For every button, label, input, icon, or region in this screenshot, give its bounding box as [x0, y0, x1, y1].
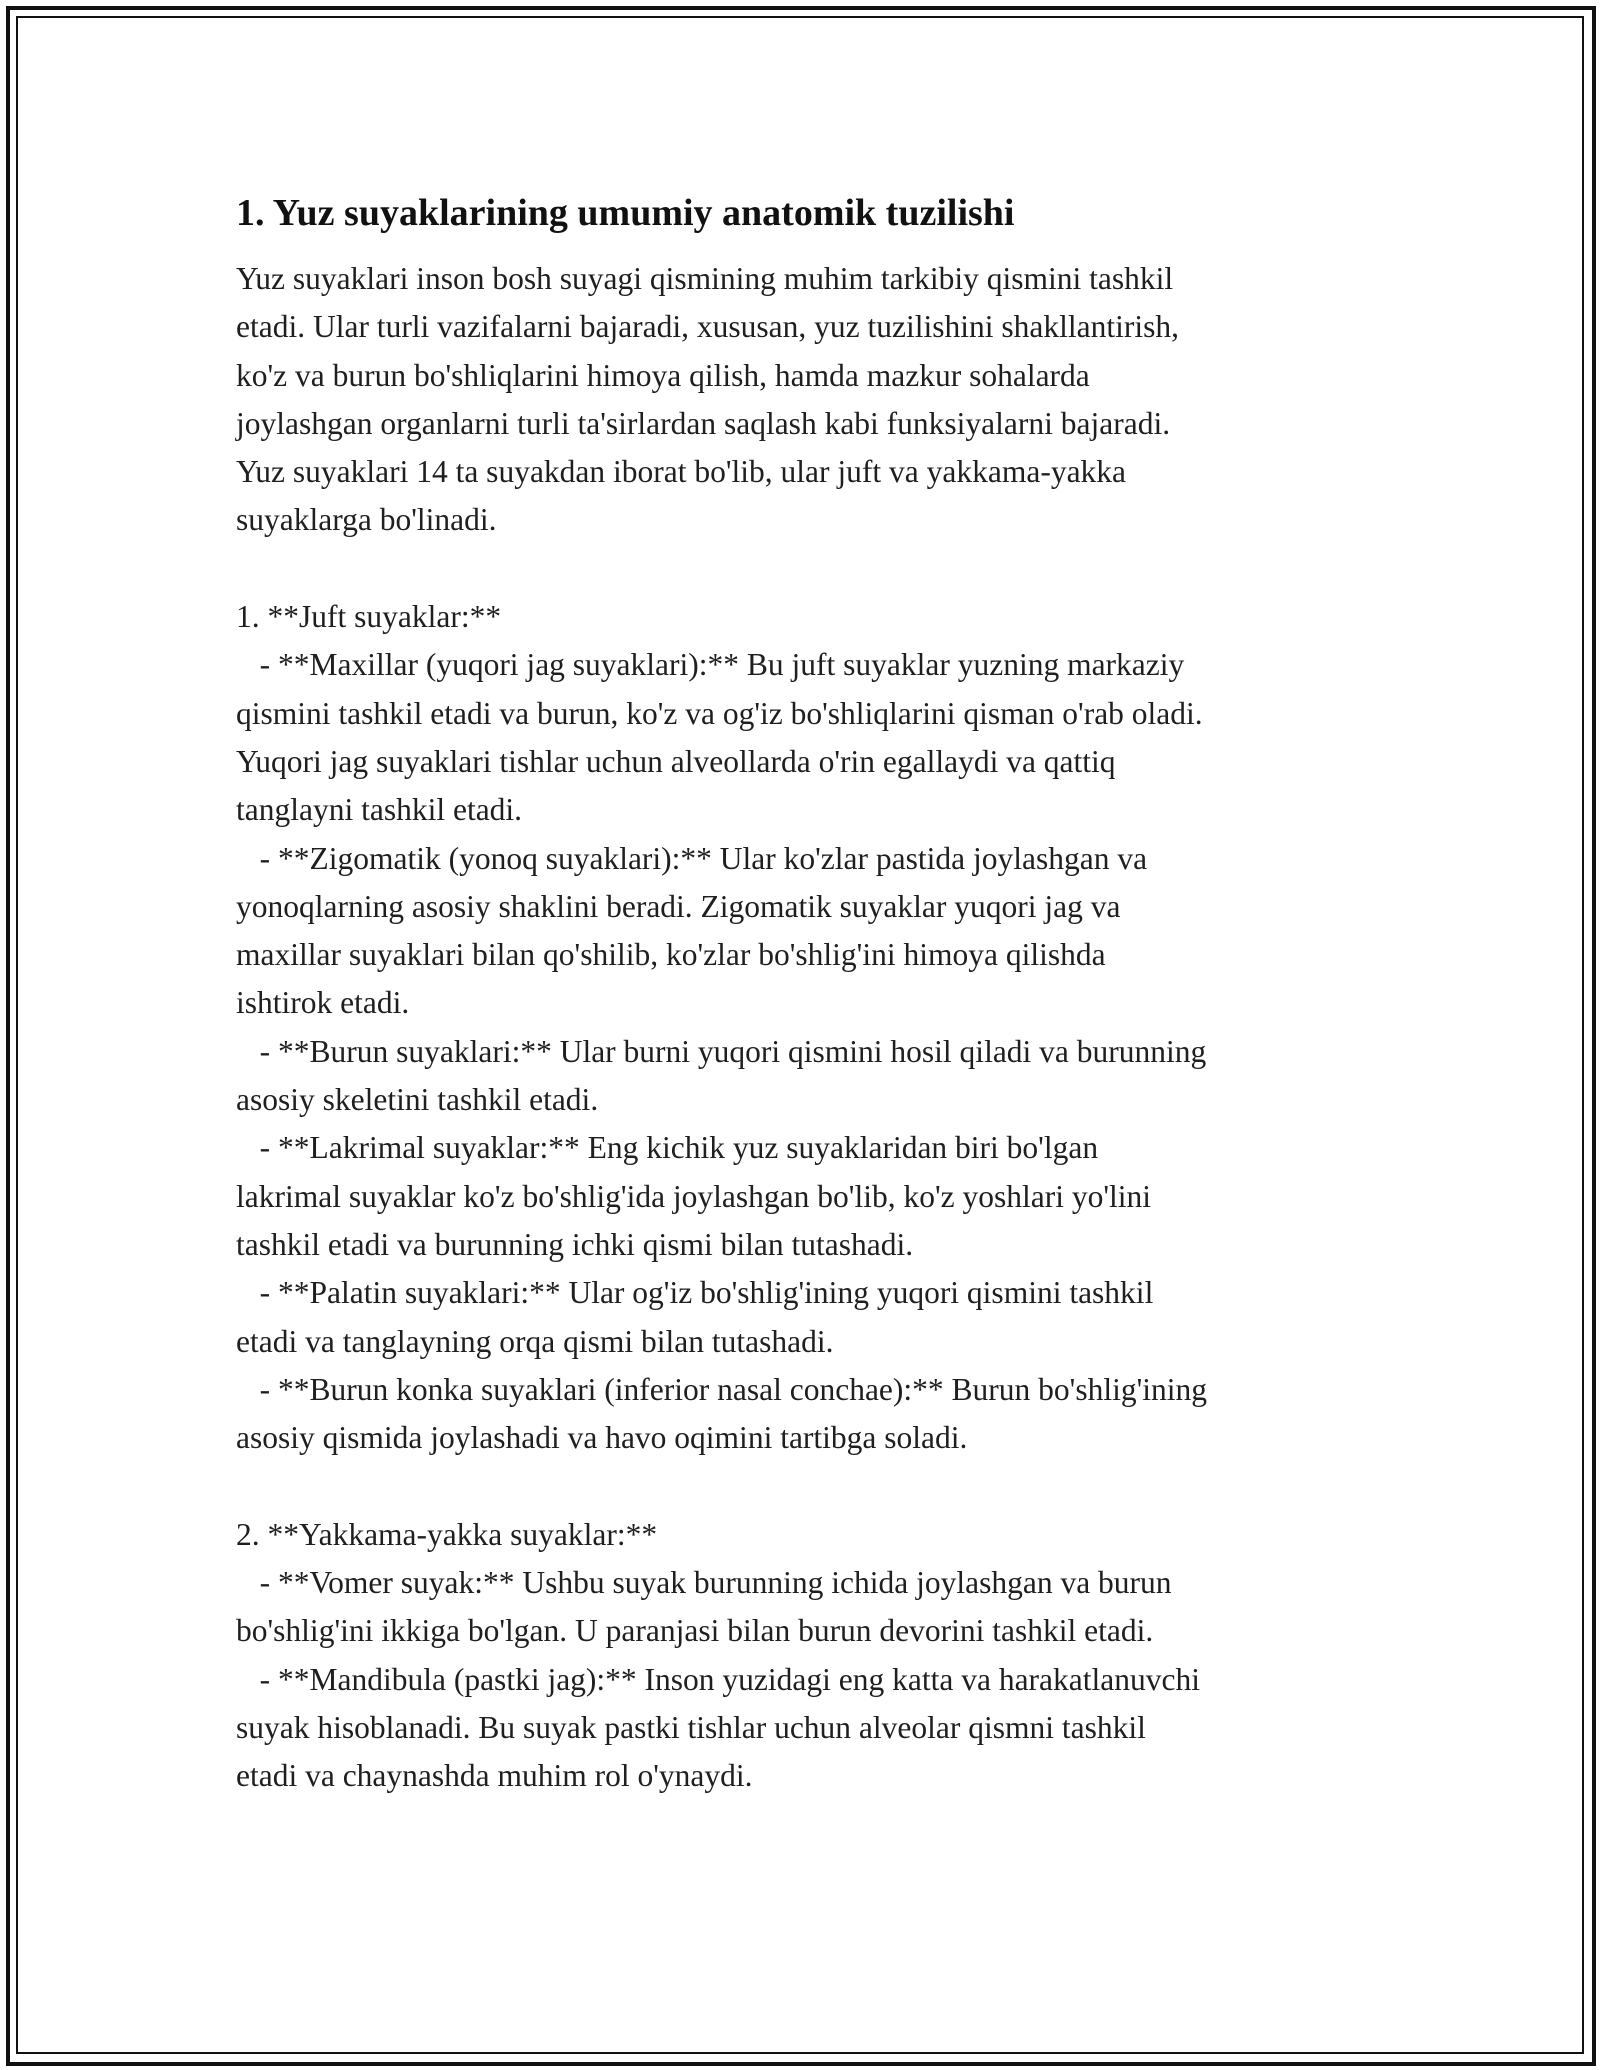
text-line: etadi va chaynashda muhim rol o'ynaydi.	[236, 1758, 753, 1794]
text-line: - **Burun konka suyaklari (inferior nasal conchae):** Burun bo'shlig'ining	[236, 1371, 1208, 1407]
text-line: 2. **Yakkama-yakka suyaklar:**	[236, 1516, 658, 1552]
text-line: - **Vomer suyak:** Ushbu suyak burunning ichida joylashgan va burun	[236, 1565, 1172, 1601]
text-line	[236, 545, 1386, 593]
text-line: Yuqori jag suyaklari tishlar uchun alveollarda o'rin egallaydi va qattiq	[236, 743, 1116, 779]
document-body	[236, 187, 1386, 1801]
text-line: - **Mandibula (pastki jag):** Inson yuzidagi eng katta va harakatlanuvchi	[236, 1661, 1200, 1697]
text-line: suyaklarga bo'linadi.	[236, 502, 497, 538]
text-line	[236, 1462, 1386, 1510]
text-line: tanglayni tashkil etadi.	[236, 792, 523, 828]
text-line: Yuz suyaklari 14 ta suyakdan iborat bo'lib, ular juft va yakkama-yakka	[236, 454, 1127, 490]
text-line: ishtirok etadi.	[236, 985, 410, 1021]
text-line: joylashgan organlarni turli ta'sirlardan saqlash kabi funksiyalarni bajaradi.	[236, 405, 1171, 441]
text-line: - **Lakrimal suyaklar:** Eng kichik yuz suyaklaridan biri bo'lgan	[236, 1130, 1099, 1166]
text-line: asosiy skeletini tashkil etadi.	[236, 1082, 599, 1118]
text-line: - **Burun suyaklari:** Ular burni yuqori qismini hosil qiladi va burunning	[236, 1033, 1207, 1069]
text-line: - **Maxillar (yuqori jag suyaklari):** Bu juft suyaklar yuzning markaziy	[236, 647, 1185, 683]
text-line: - **Palatin suyaklari:** Ular og'iz bo'shlig'ining yuqori qismini tashkil	[236, 1275, 1154, 1311]
text-line: Yuz suyaklari inson bosh suyagi qismining muhim tarkibiy qismini tashkil	[236, 261, 1174, 296]
text-line: yonoqlarning asosiy shaklini beradi. Zigomatik suyaklar yuqori jag va	[236, 888, 1121, 924]
text-line: maxillar suyaklari bilan qo'shilib, ko'zlar bo'shlig'ini himoya qilishda	[236, 937, 1106, 973]
text-line: bo'shlig'ini ikkiga bo'lgan. U paranjasi bilan burun devorini tashkil etadi.	[236, 1613, 1154, 1649]
text-line: asosiy qismida joylashadi va havo oqimini tartibga soladi.	[236, 1420, 968, 1456]
text-line: etadi va tanglayning orqa qismi bilan tutashadi.	[236, 1323, 834, 1359]
text-line: suyak hisoblanadi. Bu suyak pastki tishlar uchun alveolar qismni tashkil	[236, 1709, 1146, 1745]
text-line: etadi. Ular turli vazifalarni bajaradi, xususan, yuz tuzilishini shakllantirish,	[236, 309, 1179, 345]
section-heading: 1. Yuz suyaklarining umumiy anatomik tuzilishi	[236, 192, 1015, 234]
text-line: - **Zigomatik (yonoq suyaklari):** Ular ko'zlar pastida joylashgan va	[236, 840, 1148, 876]
text-line: lakrimal suyaklar ko'z bo'shlig'ida joylashgan bo'lib, ko'z yoshlari yo'lini	[236, 1178, 1152, 1214]
text-line: 1. **Juft suyaklar:**	[236, 599, 502, 635]
text-line: qismini tashkil etadi va burun, ko'z va og'iz bo'shliqlarini qisman o'rab oladi.	[236, 695, 1203, 731]
body-text	[236, 255, 1386, 1801]
text-line: tashkil etadi va burunning ichki qismi bilan tutashadi.	[236, 1226, 914, 1262]
text-line: ko'z va burun bo'shliqlarini himoya qilish, hamda mazkur sohalarda	[236, 357, 1090, 393]
